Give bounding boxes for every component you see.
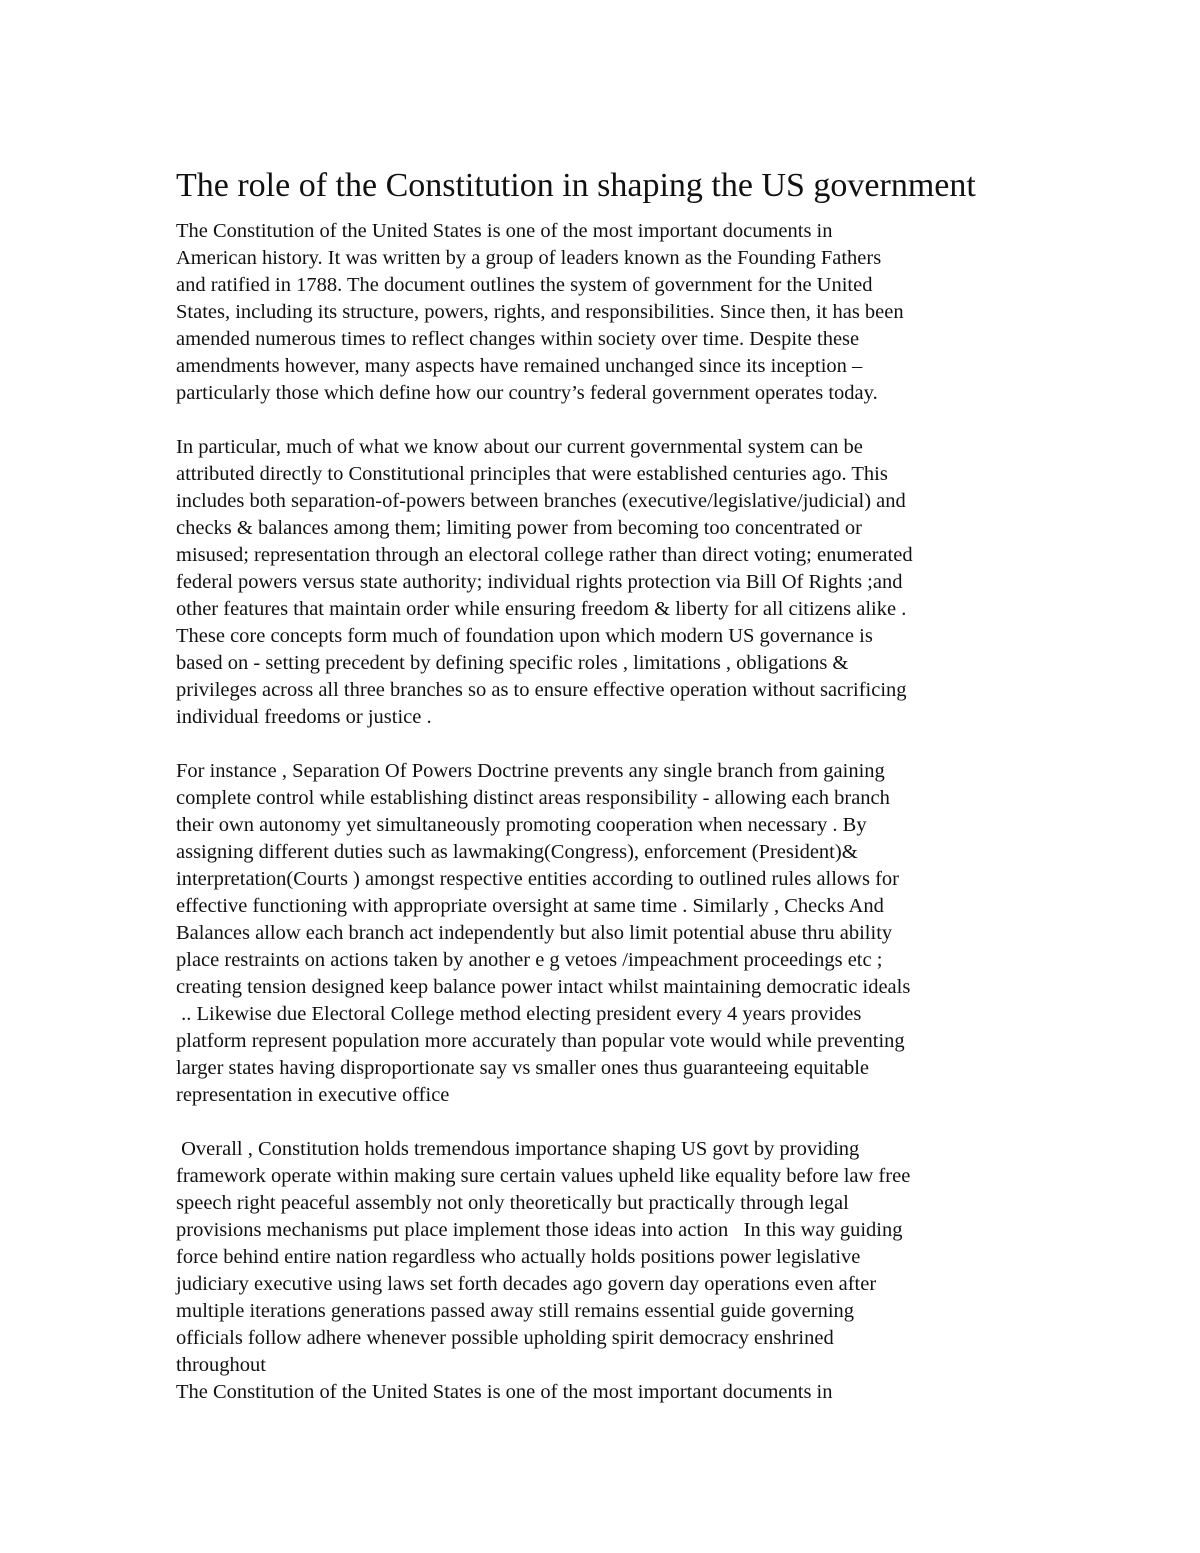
text-line: individual freedoms or justice . xyxy=(176,706,432,728)
text-line: based on - setting precedent by defining specific roles , limitations , obligations & xyxy=(176,652,849,674)
document-title: The role of the Constitution in shaping the US government xyxy=(176,167,976,204)
text-line: The Constitution of the United States is one of the most important documents in xyxy=(176,1381,833,1403)
text-line: their own autonomy yet simultaneously promoting cooperation when necessary . By xyxy=(176,814,867,836)
text-line: speech right peaceful assembly not only theoretically but practically through legal xyxy=(176,1192,849,1214)
text-line: officials follow adhere whenever possible upholding spirit democracy enshrined xyxy=(176,1327,834,1349)
paragraph-gap xyxy=(176,731,1028,758)
paragraph-2 xyxy=(176,434,1028,731)
paragraph-gap xyxy=(176,1109,1028,1136)
text-line: multiple iterations generations passed away still remains essential guide governing xyxy=(176,1300,855,1322)
text-line: provisions mechanisms put place implement those ideas into action In this way guiding xyxy=(176,1219,903,1241)
text-line: complete control while establishing distinct areas responsibility - allowing each branch xyxy=(176,787,890,809)
text-line: other features that maintain order while ensuring freedom & liberty for all citizens alike . xyxy=(176,598,907,620)
text-line: representation in executive office xyxy=(176,1084,450,1106)
text-line: judiciary executive using laws set forth decades ago govern day operations even after xyxy=(176,1273,877,1295)
text-line: privileges across all three branches so as to ensure effective operation without sacrificing xyxy=(176,679,907,701)
text-line: platform represent population more accurately than popular vote would while preventing xyxy=(176,1030,905,1052)
text-line: force behind entire nation regardless who actually holds positions power legislative xyxy=(176,1246,861,1268)
text-line: amendments however, many aspects have remained unchanged since its inception – xyxy=(176,355,863,377)
text-line: framework operate within making sure certain values upheld like equality before law free xyxy=(176,1165,911,1187)
paragraph-1 xyxy=(176,218,1028,407)
text-line: checks & balances among them; limiting power from becoming too concentrated or xyxy=(176,517,862,539)
text-line: misused; representation through an electoral college rather than direct voting; enumerated xyxy=(176,544,913,566)
text-line: effective functioning with appropriate oversight at same time . Similarly , Checks And xyxy=(176,895,884,917)
text-line: interpretation(Courts ) amongst respective entities according to outlined rules allows for xyxy=(176,868,899,890)
text-line: .. Likewise due Electoral College method electing president every 4 years provides xyxy=(176,1003,862,1025)
text-line: throughout xyxy=(176,1354,266,1376)
paragraph-4 xyxy=(176,1136,1028,1406)
text-line: amended numerous times to reflect changes within society over time. Despite these xyxy=(176,328,860,350)
paragraph-gap xyxy=(176,407,1028,434)
text-line: Overall , Constitution holds tremendous importance shaping US govt by providing xyxy=(176,1138,860,1160)
text-line: American history. It was written by a group of leaders known as the Founding Fathers xyxy=(176,247,882,269)
text-line: place restraints on actions taken by another e g vetoes /impeachment proceedings etc ; xyxy=(176,949,883,971)
paragraph-3 xyxy=(176,758,1028,1109)
text-line: For instance , Separation Of Powers Doctrine prevents any single branch from gaining xyxy=(176,760,885,782)
text-line: includes both separation-of-powers between branches (executive/legislative/judicial) and xyxy=(176,490,906,512)
text-line: creating tension designed keep balance power intact whilst maintaining democratic ideals xyxy=(176,976,911,998)
text-line: federal powers versus state authority; individual rights protection via Bill Of Rights ;and xyxy=(176,571,903,593)
text-line: attributed directly to Constitutional principles that were established centuries ago. This xyxy=(176,463,888,485)
text-line: Balances allow each branch act independently but also limit potential abuse thru ability xyxy=(176,922,893,944)
text-line: assigning different duties such as lawmaking(Congress), enforcement (President)& xyxy=(176,841,858,863)
text-line: These core concepts form much of foundation upon which modern US governance is xyxy=(176,625,873,647)
document-body xyxy=(176,218,1028,1406)
text-line: States, including its structure, powers, rights, and responsibilities. Since then, it has been xyxy=(176,301,904,323)
text-line: In particular, much of what we know about our current governmental system can be xyxy=(176,436,863,458)
text-line: and ratified in 1788. The document outlines the system of government for the United xyxy=(176,274,873,296)
text-line: particularly those which define how our country’s federal government operates today. xyxy=(176,382,878,404)
text-line: The Constitution of the United States is one of the most important documents in xyxy=(176,220,833,242)
text-line: larger states having disproportionate say vs smaller ones thus guaranteeing equitable xyxy=(176,1057,870,1079)
